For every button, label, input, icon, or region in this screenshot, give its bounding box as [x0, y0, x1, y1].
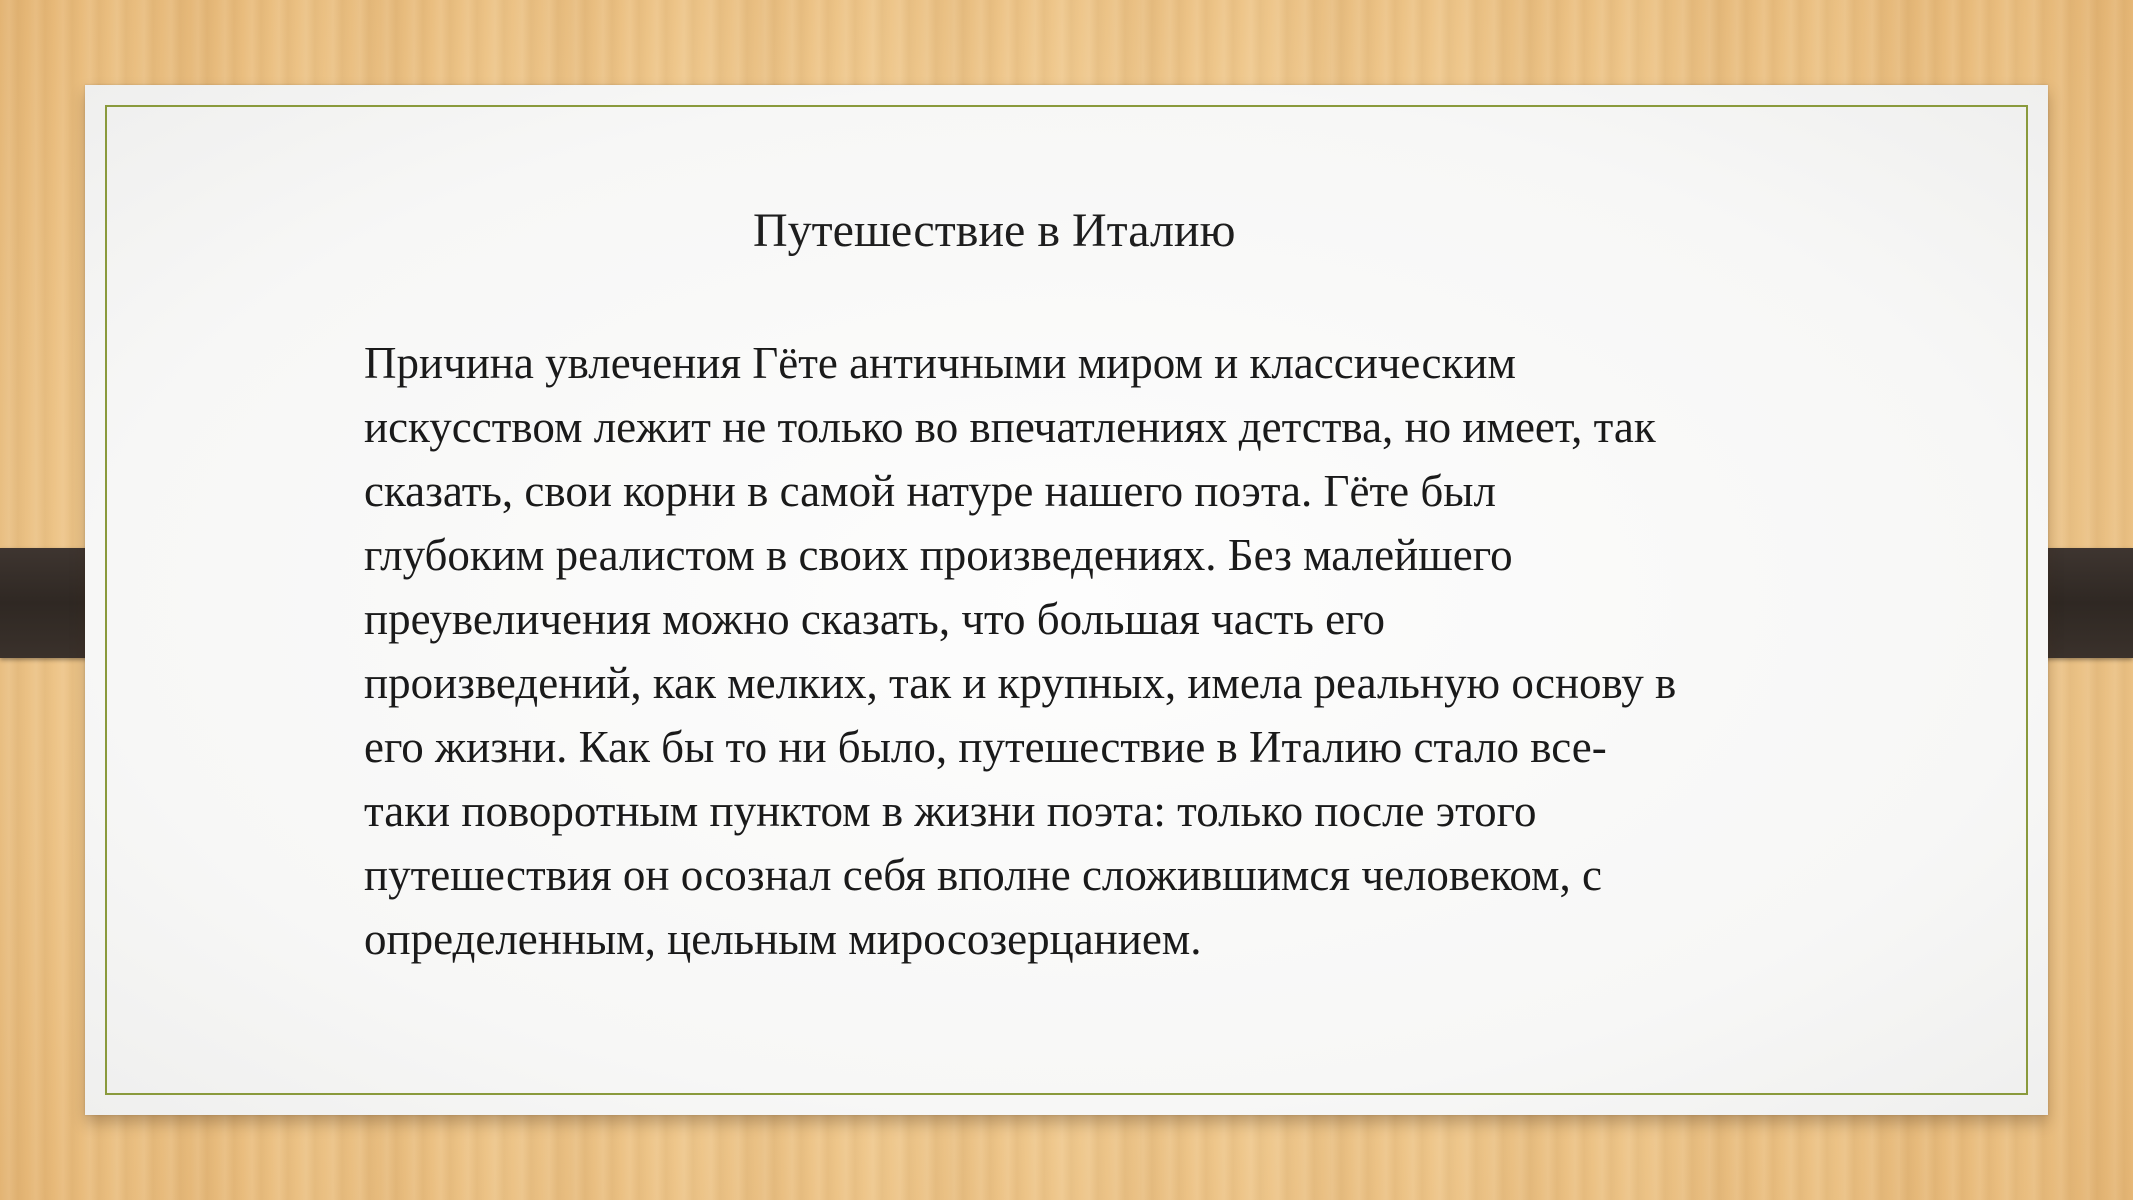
slide-card — [85, 85, 2048, 1115]
slide-title: Путешествие в Италию — [753, 204, 1236, 257]
body-line: определенным, цельным миросозерцанием. — [364, 914, 1202, 964]
body-line: таки поворотным пунктом в жизни поэта: только после этого — [364, 786, 1537, 836]
body-line: глубоким реалистом в своих произведениях. Без малейшего — [364, 530, 1513, 580]
body-line: его жизни. Как бы то ни было, путешествие в Италию стало все- — [364, 722, 1607, 772]
body-line: преувеличения можно сказать, что большая часть его — [364, 594, 1385, 644]
body-line: сказать, свои корни в самой натуре нашего поэта. Гёте был — [364, 466, 1496, 516]
body-line: искусством лежит не только во впечатлениях детства, но имеет, так — [364, 402, 1656, 452]
body-line: путешествия он осознал себя вполне сложившимся человеком, с — [364, 850, 1603, 900]
body-line: произведений, как мелких, так и крупных, имела реальную основу в — [364, 658, 1677, 708]
body-line: Причина увлечения Гёте античными миром и классическим — [364, 338, 1516, 388]
slide-body-text — [364, 331, 1924, 971]
